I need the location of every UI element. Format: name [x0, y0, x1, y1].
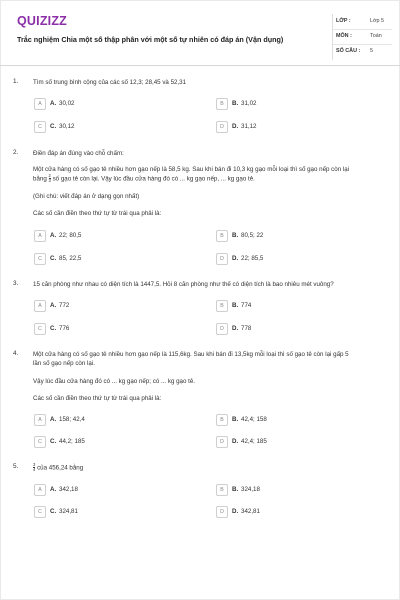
option-letter: D.	[232, 438, 239, 445]
question-number: 2.	[13, 149, 19, 156]
question-number: 3.	[13, 280, 19, 287]
question-text	[33, 350, 385, 368]
option-value: 42,4; 158	[241, 416, 267, 423]
option-value: 342,81	[241, 508, 260, 515]
option-box[interactable]: D	[216, 506, 228, 518]
question-4	[13, 350, 388, 450]
meta-value: Lớp 5	[370, 18, 385, 24]
option-value: 22; 80,5	[59, 232, 82, 239]
question-2	[13, 149, 388, 269]
option-letter: C.	[50, 325, 57, 332]
option-letter: C.	[50, 508, 57, 515]
meta-row-count	[333, 44, 392, 59]
option-letter: B.	[232, 486, 239, 493]
question-text: Điền đáp án đúng vào chỗ chấm:	[33, 150, 124, 157]
fraction-denominator: 3	[48, 178, 51, 184]
option-letter: C.	[50, 438, 57, 445]
option-value: 324,18	[241, 486, 260, 493]
option-value: 324,81	[59, 508, 78, 515]
option-value: 31,02	[241, 100, 257, 107]
option-value: 774	[241, 302, 252, 309]
option-letter: D.	[232, 325, 239, 332]
paragraph-line: Một cửa hàng có số gạo tẻ nhiều hơn gạo nếp là 58,5 kg. Sau khi bán đi 10,3 kg gạo mỗi loại thì số gạo nếp còn lại	[33, 166, 350, 173]
question-number: 4.	[13, 350, 19, 357]
worksheet-header	[13, 11, 391, 61]
option-box[interactable]: B	[216, 98, 228, 110]
meta-label: MÔN :	[336, 33, 352, 39]
option-value: 158; 42,4	[59, 416, 85, 423]
fraction	[33, 463, 35, 472]
question-text-post: của 456,24 bằng	[37, 464, 84, 472]
question-text: 15 căn phòng như nhau có diện tích là 1447,5. Hỏi 8 căn phòng như thế có diện tích là bao nhiêu mét vuông?	[33, 281, 334, 288]
worksheet-title: Trắc nghiệm Chia một số thập phân với một số tự nhiên có đáp án (Vận dụng)	[17, 35, 284, 44]
question-text: Tìm số trung bình cộng của các số 12,3; 28,45 và 52,31	[33, 79, 187, 86]
option-box[interactable]: D	[216, 436, 228, 448]
paragraph-text: bằng	[33, 175, 47, 183]
option-letter: B.	[232, 302, 239, 309]
option-value: 42,4; 185	[241, 438, 267, 445]
option-value: 776	[59, 325, 70, 332]
question-prompt: Các số cần điền theo thứ tự từ trái qua phải là:	[33, 210, 162, 217]
option-letter: D.	[232, 255, 239, 262]
option-box[interactable]: A	[34, 98, 46, 110]
option-box[interactable]: D	[216, 253, 228, 265]
option-letter: B.	[232, 100, 239, 107]
question-prompt: Các số cần điền theo thứ tự từ trái qua phải là:	[33, 395, 162, 402]
option-letter: A.	[50, 486, 57, 493]
option-letter: A.	[50, 416, 57, 423]
option-letter: A.	[50, 232, 57, 239]
option-value: 30,12	[59, 123, 75, 130]
meta-label: LỚP :	[336, 18, 351, 24]
question-number: 5.	[13, 463, 19, 470]
question-paragraph: Vậy lúc đầu cửa hàng đó có ... kg gạo nếp; có ... kg gạo tẻ.	[33, 378, 196, 385]
header-divider	[0, 65, 400, 66]
option-box[interactable]: B	[216, 484, 228, 496]
option-value: 772	[59, 302, 70, 309]
option-box[interactable]: C	[34, 253, 46, 265]
paragraph-line	[33, 174, 388, 183]
option-letter: A.	[50, 100, 57, 107]
option-letter: A.	[50, 302, 57, 309]
fraction-numerator: 3	[33, 462, 36, 467]
option-box[interactable]: A	[34, 300, 46, 312]
question-5	[13, 463, 388, 527]
option-box[interactable]: A	[34, 484, 46, 496]
option-box[interactable]: D	[216, 121, 228, 133]
option-letter: D.	[232, 508, 239, 515]
question-text-line: Một cửa hàng có số gạo tẻ nhiều hơn gạo nếp là 115,6kg. Sau khi bán đi 13,5kg mỗi loại thì số gạo tẻ còn lại gấp 5	[33, 351, 349, 358]
option-box[interactable]: A	[34, 230, 46, 242]
option-box[interactable]: A	[34, 414, 46, 426]
option-box[interactable]: B	[216, 414, 228, 426]
question-note: (Ghi chú: viết đáp án ở dạng gọn nhất)	[33, 193, 140, 200]
fraction	[49, 174, 51, 183]
meta-label: SỐ CÂU :	[336, 48, 361, 54]
question-text	[33, 463, 385, 472]
option-value: 80,5; 22	[241, 232, 264, 239]
question-text-line: lần số gạo nếp còn lại.	[33, 360, 95, 367]
option-letter: C.	[50, 255, 57, 262]
option-box[interactable]: B	[216, 300, 228, 312]
option-letter: B.	[232, 232, 239, 239]
option-value: 31,12	[241, 123, 257, 130]
paragraph-text: số gạo tẻ còn lại. Vậy lúc đầu cửa hàng đó có ... kg gạo nếp, ... kg gạo tẻ.	[52, 175, 255, 183]
meta-info-box	[332, 14, 392, 60]
option-value: 778	[241, 325, 252, 332]
quizizz-logo: QUIZIZZ	[17, 14, 68, 28]
fraction-numerator: 2	[48, 173, 51, 178]
option-value: 85, 22,5	[59, 255, 82, 262]
question-paragraph	[33, 165, 388, 183]
option-letter: C.	[50, 123, 57, 130]
option-box[interactable]: C	[34, 436, 46, 448]
meta-row-class	[333, 14, 392, 30]
option-value: 342,18	[59, 486, 78, 493]
fraction-denominator: 4	[33, 467, 36, 473]
option-value: 30,02	[59, 100, 75, 107]
option-box[interactable]: C	[34, 506, 46, 518]
meta-value: 5	[370, 48, 373, 54]
meta-row-subject	[333, 29, 392, 45]
option-box[interactable]: C	[34, 121, 46, 133]
option-box[interactable]: D	[216, 323, 228, 335]
option-letter: B.	[232, 416, 239, 423]
question-number: 1.	[13, 78, 19, 85]
option-box[interactable]: B	[216, 230, 228, 242]
meta-value: Toán	[370, 33, 382, 39]
option-value: 44,2; 185	[59, 438, 85, 445]
option-value: 22; 85,5	[241, 255, 264, 262]
question-1	[13, 78, 388, 138]
option-letter: D.	[232, 123, 239, 130]
option-box[interactable]: C	[34, 323, 46, 335]
question-3	[13, 280, 388, 340]
